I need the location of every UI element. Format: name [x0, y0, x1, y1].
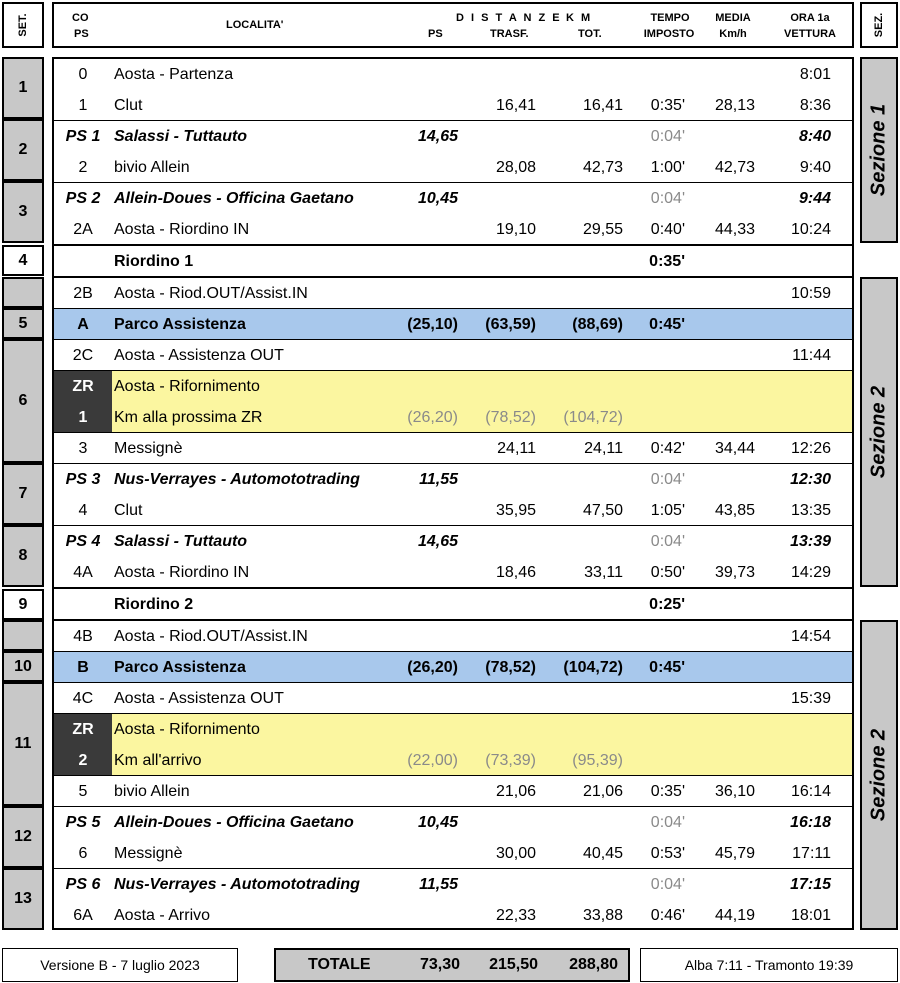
- settore-3: 3: [2, 181, 44, 243]
- time-cell: 0:46': [650, 906, 685, 924]
- header-sez-box: [860, 2, 898, 48]
- ora-cell: 13:39: [790, 532, 831, 550]
- tot-cell: (95,39): [572, 751, 623, 769]
- location-cell: Riordino 2: [114, 595, 194, 613]
- ps-cell: 14,65: [417, 532, 458, 550]
- co-cell: B: [77, 658, 89, 676]
- time-cell: 0:35': [650, 782, 685, 800]
- table-row: [54, 278, 852, 309]
- trasf-cell: 30,00: [495, 844, 536, 862]
- sezione-2b: Sezione 2: [860, 620, 898, 930]
- co-cell: 3: [78, 439, 88, 457]
- location-cell: Aosta - Riordino IN: [114, 563, 250, 581]
- location-cell: Aosta - Arrivo: [114, 906, 211, 924]
- zr-label: ZR: [72, 377, 94, 395]
- table-row: [54, 152, 852, 183]
- trasf-cell: 16,41: [495, 96, 536, 114]
- co-cell: PS 2: [65, 189, 101, 207]
- co-cell: 2A: [73, 220, 93, 238]
- time-cell: 0:04': [650, 813, 685, 831]
- settore-10: 10: [2, 651, 44, 682]
- location-cell: Riordino 1: [114, 252, 194, 270]
- co-cell: 4B: [73, 627, 93, 645]
- location-cell: Aosta - Assistenza OUT: [114, 346, 284, 364]
- location-cell: Salassi - Tuttauto: [114, 127, 248, 145]
- co-cell: PS 1: [65, 127, 101, 145]
- table-row-zr: [54, 371, 852, 402]
- table-row-zr: [54, 745, 852, 776]
- tot-cell: 33,11: [584, 563, 623, 581]
- settore-4: 4: [2, 245, 44, 276]
- avg-cell: 34,44: [714, 439, 755, 457]
- table-row-parco: [54, 309, 852, 340]
- table-row: [54, 214, 852, 245]
- header-ps: PS: [428, 28, 443, 40]
- tot-cell: 47,50: [582, 501, 623, 519]
- trasf-cell: 28,08: [495, 158, 536, 176]
- time-cell: 0:45': [649, 315, 685, 333]
- table-row-ps: [54, 869, 852, 900]
- ps-cell: (25,10): [407, 315, 458, 333]
- header-vettura: VETTURA: [784, 28, 836, 40]
- zr-number: 1: [78, 408, 88, 426]
- co-cell: PS 5: [65, 813, 101, 831]
- location-cell: Salassi - Tuttauto: [114, 532, 248, 550]
- ora-cell: 11:44: [792, 346, 831, 364]
- tot-cell: 21,06: [582, 782, 623, 800]
- settore-8: 8: [2, 525, 44, 587]
- trasf-cell: (78,52): [485, 408, 536, 426]
- time-cell: 1:00': [650, 158, 685, 176]
- table-row: [54, 495, 852, 526]
- version-box: [2, 948, 238, 982]
- avg-cell: 45,79: [714, 844, 755, 862]
- ora-cell: 17:11: [792, 844, 831, 862]
- location-cell: Allein-Doues - Officina Gaetano: [114, 189, 354, 207]
- location-cell: Aosta - Rifornimento: [114, 720, 260, 738]
- ps-cell: 10,45: [417, 813, 458, 831]
- ora-cell: 9:44: [798, 189, 831, 207]
- table-row: [54, 90, 852, 121]
- location-cell: Parco Assistenza: [114, 658, 246, 676]
- tot-cell: 33,88: [582, 906, 623, 924]
- time-cell: 0:04': [650, 127, 685, 145]
- location-cell: Parco Assistenza: [114, 315, 246, 333]
- ora-cell: 10:24: [790, 220, 831, 238]
- time-cell: 0:50': [650, 563, 685, 581]
- time-cell: 0:42': [650, 439, 685, 457]
- co-cell: 5: [78, 782, 88, 800]
- table-row: [54, 433, 852, 464]
- schedule-table: [52, 57, 854, 930]
- ora-cell: 13:35: [790, 501, 831, 519]
- trasf-cell: 35,95: [495, 501, 536, 519]
- header-media: MEDIA: [715, 12, 751, 24]
- co-cell: 2B: [73, 284, 93, 302]
- trasf-cell: (78,52): [485, 658, 536, 676]
- location-cell: Aosta - Riod.OUT/Assist.IN: [114, 284, 308, 302]
- settore-5: 5: [2, 308, 44, 339]
- trasf-cell: 19,10: [495, 220, 536, 238]
- ps-cell: 11,55: [419, 875, 458, 893]
- location-cell: Nus-Verrayes - Automototrading: [114, 470, 360, 488]
- ps-cell: (22,00): [407, 751, 458, 769]
- trasf-cell: 18,46: [495, 563, 536, 581]
- ora-cell: 15:39: [790, 689, 831, 707]
- table-row: [54, 683, 852, 714]
- table-row: [54, 900, 852, 931]
- tot-cell: (88,69): [572, 315, 623, 333]
- location-cell: bivio Allein: [114, 158, 190, 176]
- table-row: [54, 340, 852, 371]
- header-ora: ORA 1a: [790, 12, 830, 24]
- header-set: SET.: [17, 13, 29, 37]
- co-cell: PS 6: [65, 875, 101, 893]
- ora-cell: 12:26: [790, 439, 831, 457]
- location-cell: Aosta - Rifornimento: [114, 377, 260, 395]
- avg-cell: 44,33: [714, 220, 755, 238]
- co-cell: 4C: [72, 689, 94, 707]
- co-cell: 1: [78, 96, 88, 114]
- header-set-box: [2, 2, 44, 48]
- avg-cell: 42,73: [714, 158, 755, 176]
- location-cell: Messignè: [114, 844, 183, 862]
- settore-13: 13: [2, 868, 44, 930]
- location-cell: Nus-Verrayes - Automototrading: [114, 875, 360, 893]
- ps-cell: (26,20): [407, 408, 458, 426]
- table-row-ps: [54, 183, 852, 214]
- ora-cell: 14:29: [790, 563, 831, 581]
- header-localita: LOCALITA': [226, 19, 284, 31]
- ps-cell: 10,45: [417, 189, 458, 207]
- totale-trasf: 215,50: [489, 956, 538, 973]
- table-row: [54, 59, 852, 90]
- location-cell: Aosta - Partenza: [114, 65, 234, 83]
- totale-tot: 288,80: [569, 956, 618, 973]
- location-cell: Km all'arrivo: [114, 751, 202, 769]
- avg-cell: 28,13: [714, 96, 755, 114]
- table-row-ps: [54, 807, 852, 838]
- header-tempo: TEMPO: [650, 12, 690, 24]
- ps-cell: 14,65: [417, 127, 458, 145]
- co-cell: 4: [78, 501, 88, 519]
- location-cell: Allein-Doues - Officina Gaetano: [114, 813, 354, 831]
- ora-cell: 16:18: [790, 813, 831, 831]
- table-row-riordino: [54, 589, 852, 620]
- co-cell: 2: [78, 158, 88, 176]
- trasf-cell: (63,59): [485, 315, 536, 333]
- time-cell: 0:53': [650, 844, 685, 862]
- time-cell: 0:04': [650, 875, 685, 893]
- co-cell: 2C: [72, 346, 94, 364]
- settore-9: 9: [2, 589, 44, 620]
- location-cell: Clut: [114, 501, 143, 519]
- sezione-2a: Sezione 2: [860, 277, 898, 587]
- settore-1: 1: [2, 57, 44, 119]
- table-row: [54, 838, 852, 869]
- settore-12: 12: [2, 806, 44, 868]
- settore-11: 11: [2, 682, 44, 806]
- tot-cell: 40,45: [582, 844, 623, 862]
- table-row-zr: [54, 402, 852, 433]
- co-cell: 6: [78, 844, 88, 862]
- location-cell: Aosta - Riod.OUT/Assist.IN: [114, 627, 308, 645]
- ps-cell: 11,55: [419, 470, 458, 488]
- totale-box: [274, 948, 630, 982]
- co-cell: PS 3: [65, 470, 101, 488]
- tot-cell: (104,72): [563, 408, 623, 426]
- settore-gap-a: [2, 277, 44, 308]
- header-imposto: IMPOSTO: [643, 28, 695, 40]
- tot-cell: 29,55: [582, 220, 623, 238]
- settore-gap-b: [2, 620, 44, 651]
- trasf-cell: (73,39): [485, 751, 536, 769]
- ora-cell: 18:01: [790, 906, 831, 924]
- co-cell: 4A: [73, 563, 93, 581]
- header-co: CO: [72, 12, 89, 24]
- header-kmh: Km/h: [719, 28, 747, 40]
- header-trasf: TRASF.: [490, 28, 529, 40]
- location-cell: Messignè: [114, 439, 183, 457]
- header-main: [52, 2, 854, 48]
- avg-cell: 36,10: [714, 782, 755, 800]
- co-cell: 6A: [73, 906, 93, 924]
- avg-cell: 43,85: [714, 501, 755, 519]
- totale-ps: 73,30: [419, 956, 460, 973]
- header-tot: TOT.: [578, 28, 602, 40]
- table-row-ps: [54, 121, 852, 152]
- trasf-cell: 22,33: [495, 906, 536, 924]
- sun-text: Alba 7:11 - Tramonto 19:39: [684, 957, 854, 973]
- ora-cell: 14:54: [790, 627, 831, 645]
- time-cell: 0:04': [650, 189, 685, 207]
- table-row: [54, 557, 852, 588]
- settore-7: 7: [2, 463, 44, 525]
- table-row-parco: [54, 652, 852, 683]
- ora-cell: 8:36: [799, 96, 831, 114]
- zr-label: ZR: [72, 720, 94, 738]
- ora-cell: 17:15: [790, 875, 831, 893]
- table-row: [54, 621, 852, 652]
- location-cell: Aosta - Assistenza OUT: [114, 689, 284, 707]
- version-text: Versione B - 7 luglio 2023: [40, 957, 200, 973]
- time-cell: 0:04': [650, 532, 685, 550]
- settore-2: 2: [2, 119, 44, 181]
- time-cell: 0:35': [649, 252, 685, 270]
- time-cell: 0:45': [649, 658, 685, 676]
- table-row-ps: [54, 526, 852, 557]
- ora-cell: 16:14: [790, 782, 831, 800]
- location-cell: bivio Allein: [114, 782, 190, 800]
- ora-cell: 9:40: [799, 158, 831, 176]
- tot-cell: 16,41: [582, 96, 623, 114]
- co-cell: A: [77, 315, 89, 333]
- tot-cell: (104,72): [563, 658, 623, 676]
- avg-cell: 39,73: [714, 563, 755, 581]
- zr-number: 2: [78, 751, 88, 769]
- header-ps-label: PS: [74, 28, 89, 40]
- co-cell: PS 4: [65, 532, 101, 550]
- ora-cell: 8:40: [798, 127, 831, 145]
- header-distanze: D I S T A N Z E: [456, 12, 562, 24]
- ora-cell: 10:59: [790, 284, 831, 302]
- table-row-zr: [54, 714, 852, 745]
- totale-label: TOTALE: [308, 956, 371, 973]
- table-row: [54, 776, 852, 807]
- location-cell: Km alla prossima ZR: [114, 408, 263, 426]
- tot-cell: 24,11: [584, 439, 623, 457]
- sun-box: [640, 948, 898, 982]
- time-cell: 0:04': [650, 470, 685, 488]
- time-cell: 1:05': [650, 501, 685, 519]
- sezione-1: Sezione 1: [860, 57, 898, 243]
- location-cell: Aosta - Riordino IN: [114, 220, 250, 238]
- header-sez: SEZ.: [873, 12, 885, 38]
- ora-cell: 8:01: [799, 65, 831, 83]
- table-row-ps: [54, 464, 852, 495]
- avg-cell: 44,19: [714, 906, 755, 924]
- trasf-cell: 24,11: [497, 439, 536, 457]
- trasf-cell: 21,06: [495, 782, 536, 800]
- time-cell: 0:25': [649, 595, 685, 613]
- tot-cell: 42,73: [582, 158, 623, 176]
- settore-6: 6: [2, 339, 44, 463]
- co-cell: 0: [78, 65, 88, 83]
- ora-cell: 12:30: [790, 470, 831, 488]
- ps-cell: (26,20): [407, 658, 458, 676]
- time-cell: 0:35': [650, 96, 685, 114]
- header-km: K M: [566, 12, 593, 24]
- table-row-riordino: [54, 246, 852, 277]
- time-cell: 0:40': [650, 220, 685, 238]
- location-cell: Clut: [114, 96, 143, 114]
